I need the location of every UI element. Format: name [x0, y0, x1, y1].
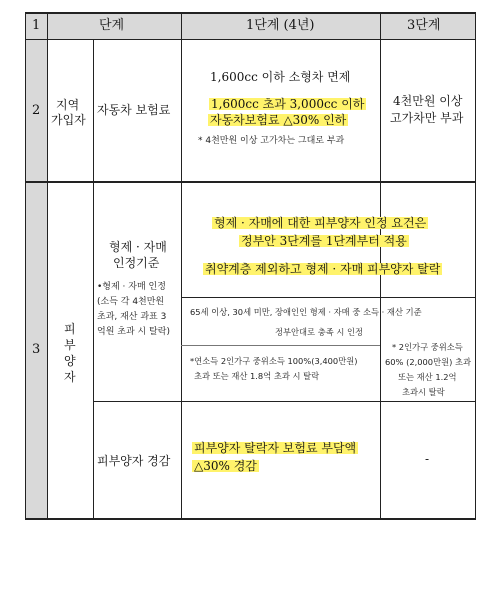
sub1-phase1-bottom-line2: 초과 또는 재산 1.8억 초과 시 탈락	[194, 371, 320, 381]
row3-group-char3: 양	[64, 354, 76, 368]
sub1-phase1-line2: 정부안 3단계를 1단계부터 적용	[241, 234, 407, 248]
row2-phase1-line3: 자동차보험료 △30% 인하	[210, 113, 347, 127]
sub1-note-line2: (소득 각 4천만원	[97, 297, 165, 307]
sub1-phase3-line4: 초과시 탈락	[402, 387, 445, 397]
row2-phase1-line1: 1,600cc 이하 소형차 면제	[210, 70, 351, 84]
border-right	[475, 12, 476, 520]
sub1-note-line4: 억원 초과 시 탈락)	[97, 327, 170, 337]
sub2-phase1-line2: △30% 경감	[194, 459, 257, 473]
header-phase1: 1단계 (4년)	[246, 18, 315, 33]
border-left	[25, 12, 26, 520]
sub1-phase1-mid-line1: 65세 이상, 30세 미만, 장애인인 형제 · 자매 중 소득 · 재산 기준	[190, 307, 422, 317]
sub1-phase1-bottom-line1: *연소득 2인가구 중위소득 100%(3,400만원)	[190, 356, 358, 366]
sub1-phase3-line3: 또는 재산 1.2억	[398, 372, 457, 382]
sub1-phase3-line1: * 2인가구 중위소득	[392, 342, 463, 352]
border-top	[25, 12, 476, 14]
row2-phase3-line1: 4천만원 이상	[393, 94, 463, 108]
header-stage: 단계	[99, 18, 125, 33]
sub1-phase1-line1: 형제 · 자매에 대한 피부양자 인정 요건은	[214, 216, 427, 230]
sub1-phase1-mid-line2: 정부안대로 충족 시 인정	[275, 327, 364, 337]
row2-item: 자동차 보험료	[97, 103, 171, 117]
border-row3a	[93, 401, 476, 402]
sub2-title: 피부양자 경감	[97, 454, 171, 468]
row3-group-char1: 피	[64, 322, 76, 336]
sub1-title-line2: 인정기준	[113, 256, 160, 270]
sub1-phase1-line3: 취약계층 제외하고 형제 · 자매 피부양자 탈락	[205, 262, 441, 276]
sub1-title-line1: 형제 · 자매	[109, 240, 167, 254]
sub2-phase1-line1: 피부양자 탈락자 보험료 부담액	[194, 441, 357, 455]
row2-group-line2: 가입자	[51, 113, 86, 127]
sub2-phase3: -	[425, 452, 430, 466]
border-sub-a	[181, 297, 476, 298]
row2-group-line1: 지역	[56, 98, 80, 112]
border-sub-b	[181, 345, 380, 346]
border-v3	[181, 12, 182, 520]
header-no: 1	[32, 18, 41, 33]
header-phase3: 3단계	[407, 18, 441, 33]
row2-no: 2	[32, 103, 41, 118]
row3-no: 3	[32, 342, 41, 357]
sub1-note-line1: •형제 · 자매 인정	[97, 282, 166, 292]
sub1-note-line3: 초과, 재산 과표 3	[97, 312, 167, 322]
border-v1	[47, 12, 48, 520]
row2-phase3-line2: 고가차만 부과	[390, 111, 464, 125]
row3-group-char4: 자	[64, 370, 76, 384]
row2-phase1-line2: 1,600cc 초과 3,000cc 이하	[211, 97, 365, 111]
row3-group-char2: 부	[64, 338, 76, 352]
border-v2	[93, 40, 94, 520]
sub1-phase3-line2: 60% (2,000만원) 초과	[385, 357, 472, 367]
row2-phase1-note: * 4천만원 이상 고가차는 그대로 부과	[198, 136, 345, 146]
